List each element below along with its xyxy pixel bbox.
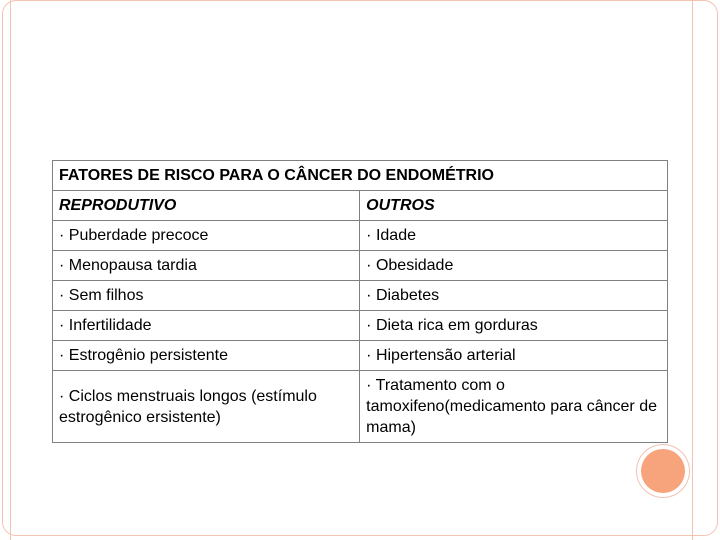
column-header-reprodutivo: REPRODUTIVO (53, 191, 360, 221)
table-row (53, 281, 668, 311)
table-cell: · Obesidade (360, 251, 668, 281)
table-cell: · Idade (360, 221, 668, 251)
table-title: FATORES DE RISCO PARA O CÂNCER DO ENDOMÉTRIO (53, 161, 668, 191)
table-cell: · Infertilidade (53, 311, 360, 341)
column-header-outros: OUTROS (360, 191, 668, 221)
decorative-circle (641, 449, 685, 493)
table-cell: · Estrogênio persistente (53, 341, 360, 371)
table-cell: · Dieta rica em gorduras (360, 311, 668, 341)
slide-frame-line-right (692, 0, 693, 540)
table-cell: · Hipertensão arterial (360, 341, 668, 371)
table-row (53, 371, 668, 443)
table-cell: · Menopausa tardia (53, 251, 360, 281)
table-row (53, 221, 668, 251)
table-cell: · Puberdade precoce (53, 221, 360, 251)
table-cell: · Diabetes (360, 281, 668, 311)
slide-frame-line-left (10, 0, 11, 540)
risk-factors-table (52, 160, 668, 443)
table-cell: · Tratamento com o tamoxifeno(medicamento para câncer de mama) (360, 371, 668, 443)
table-cell: · Sem filhos (53, 281, 360, 311)
table-row (53, 341, 668, 371)
table-cell: · Ciclos menstruais longos (estímulo estrogênico ersistente) (53, 371, 360, 443)
table-row (53, 251, 668, 281)
table-row (53, 311, 668, 341)
